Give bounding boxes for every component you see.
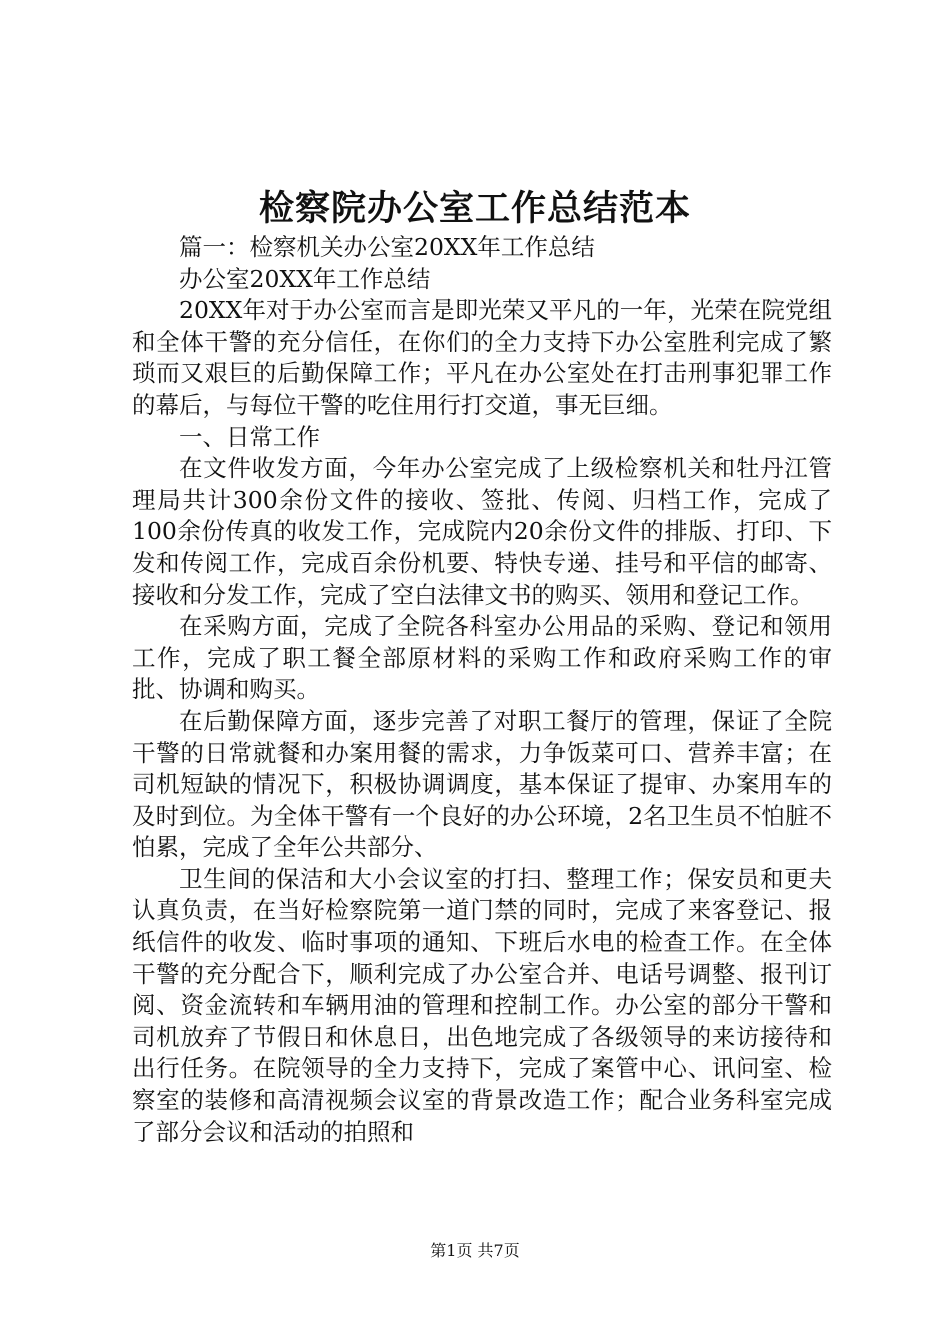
body-paragraph: 在文件收发方面，今年办公室完成了上级检察机关和牡丹江管理局共计300余份文件的接收、签批、传阅、归档工作，完成了100余份传真的收发工作，完成院内20余份文件的排版、打印、下发和传阅工作，完成百余份机要、特快专递、挂号和平信的邮寄、接收和分发工作，完成了空白法律文书的购买、领用和登记工作。 bbox=[132, 454, 832, 609]
section-heading: 篇一：检察机关办公室20XX年工作总结 bbox=[179, 233, 595, 261]
subtitle: 办公室20XX年工作总结 bbox=[179, 264, 431, 293]
body-paragraph: 20XX年对于办公室而言是即光荣又平凡的一年，光荣在院党组和全体干警的充分信任，在你们的全力支持下办公室胜利完成了繁琐而又艰巨的后勤保障工作；平凡在办公室处在打击刑事犯罪工作的幕后，与每位干警的吃住用行打交道，事无巨细。 bbox=[132, 296, 832, 419]
document-body bbox=[132, 232, 832, 1148]
document-title: 检察院办公室工作总结范本 bbox=[258, 189, 691, 229]
body-paragraph: 卫生间的保洁和大小会议室的打扫、整理工作；保安员和更夫认真负责，在当好检察院第一道门禁的同时，完成了来客登记、报纸信件的收发、临时事项的通知、下班后水电的检查工作。在全体干警的充分配合下，顺利完成了办公室合并、电话号调整、报刊订阅、资金流转和车辆用油的管理和控制工作。办公室的部分干警和司机放弃了节假日和休息日，出色地完成了各级领导的来访接待和出行任务。在院领导的全力支持下，完成了案管中心、讯问室、检察室的装修和高清视频会议室的背景改造工作；配合业务科室完成了部分会议和活动的拍照和 bbox=[132, 864, 832, 1146]
body-paragraph: 在后勤保障方面，逐步完善了对职工餐厅的管理，保证了全院干警的日常就餐和办案用餐的需求，力争饭菜可口、营养丰富；在司机短缺的情况下，积极协调调度，基本保证了提审、办案用车的及时到位。为全体干警有一个良好的办公环境，2名卫生员不怕脏不怕累，完成了全年公共部分、 bbox=[132, 706, 832, 862]
body-paragraph: 在采购方面，完成了全院各科室办公用品的采购、登记和领用工作，完成了职工餐全部原材料的采购工作和政府采购工作的审批、协调和购买。 bbox=[132, 612, 832, 704]
page-number-footer: 第1页 共7页 bbox=[430, 1241, 520, 1260]
section-heading: 一、日常工作 bbox=[179, 422, 320, 451]
